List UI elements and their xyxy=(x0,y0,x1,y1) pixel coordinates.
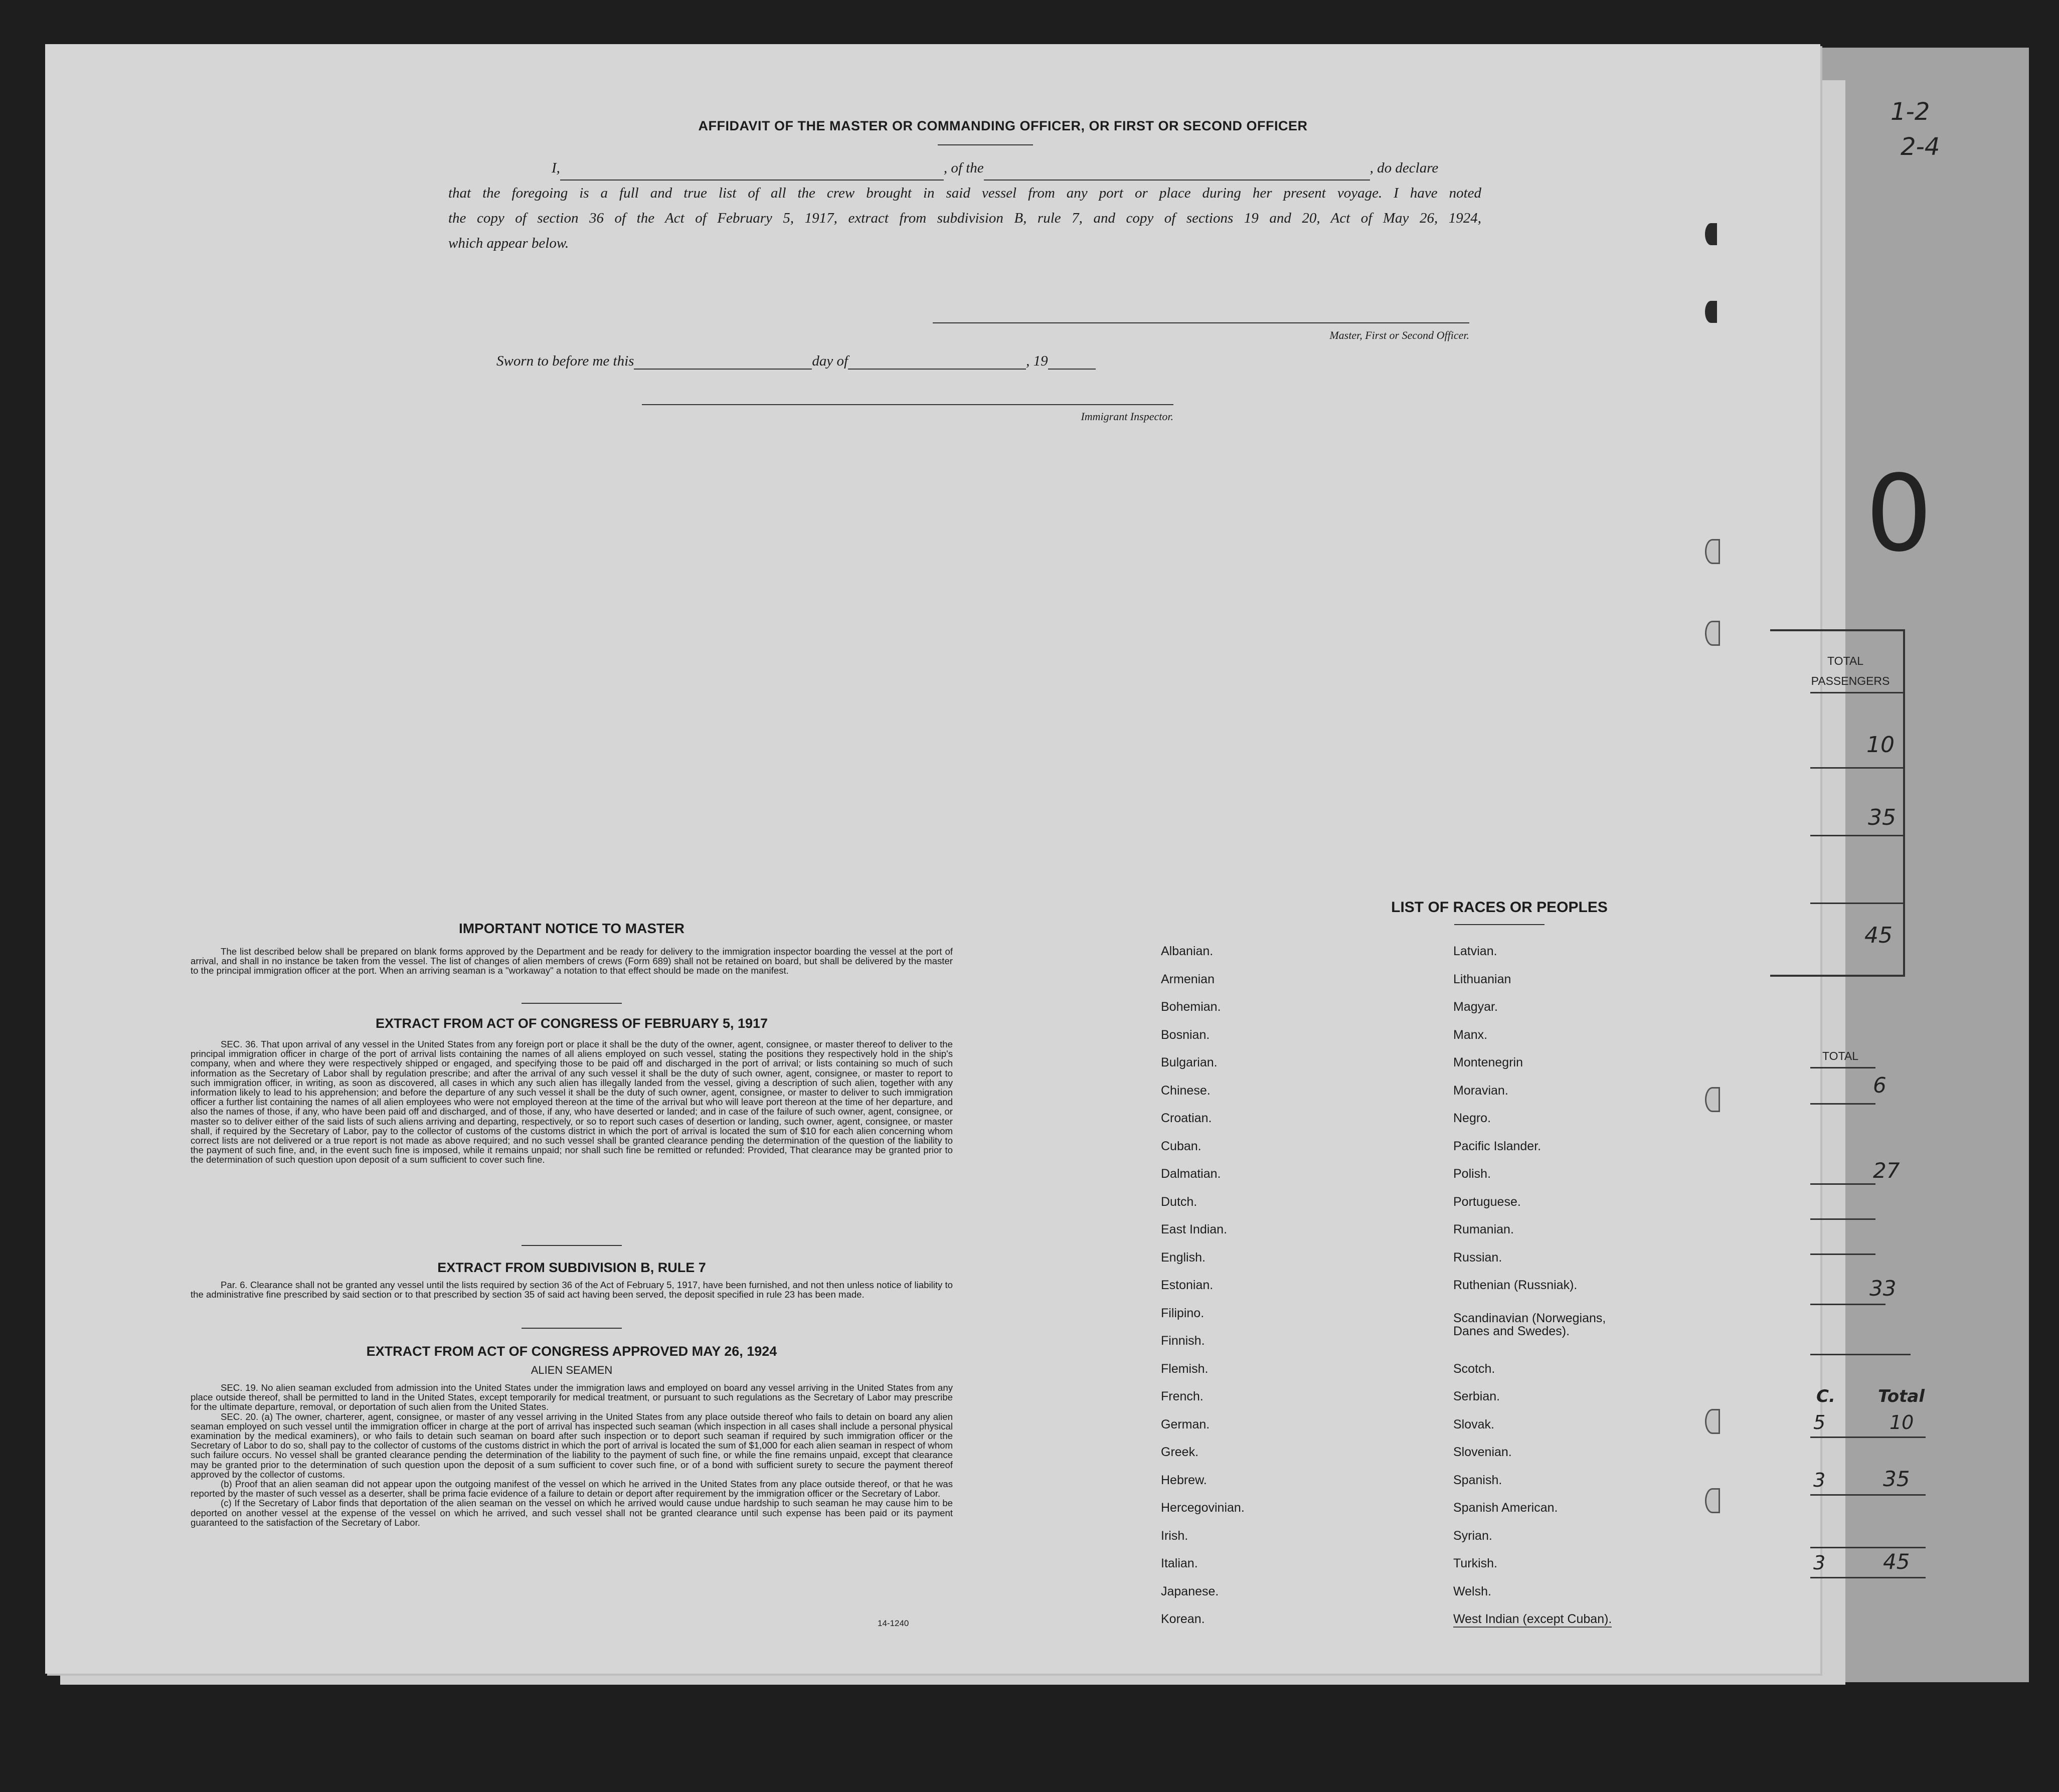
race-item: Pacific Islander. xyxy=(1453,1139,1541,1153)
race-item: Greek. xyxy=(1161,1445,1199,1459)
total-value: 35 xyxy=(1883,1467,1910,1491)
extract-rule7-text xyxy=(191,1280,953,1311)
race-item: Japanese. xyxy=(1161,1584,1219,1598)
race-item: Spanish. xyxy=(1453,1473,1502,1487)
race-item: Slovak. xyxy=(1453,1417,1494,1431)
master-name-blank[interactable] xyxy=(560,164,944,181)
inspector-caption: Immigrant Inspector. xyxy=(1081,410,1173,423)
sworn-year-label: , 19 xyxy=(1026,353,1048,369)
lower-value: 6 xyxy=(1873,1073,1886,1098)
extract-rule7-title: EXTRACT FROM SUBDIVISION B, RULE 7 xyxy=(437,1260,706,1275)
race-item: East Indian. xyxy=(1161,1222,1228,1236)
lower-value: 27 xyxy=(1873,1158,1900,1183)
race-item: Montenegrin xyxy=(1453,1055,1523,1069)
race-item: Bosnian. xyxy=(1161,1028,1210,1042)
lower-rule xyxy=(1810,1067,1875,1068)
fragment-digit: 3 xyxy=(1813,1469,1826,1491)
race-item: Russian. xyxy=(1453,1250,1502,1265)
punch-hole xyxy=(1705,621,1720,646)
box-header-rule xyxy=(1810,692,1903,693)
box-header-total: TOTAL xyxy=(1827,654,1863,667)
extract-1917-paragraph: SEC. 36. That upon arrival of any vessel in the United States from any foreign port or place it shall be the duty of the owner, agent, consignee, or master thereof to deliver to the principal immigration officer in charge of the port of arrival lists containing the names of all aliens employed on such vessel, stating the positions they respectively hold in the ship's company, when and where they were respectively shipped or engaged, and specifying those to be paid off and discharged in the port of arrival; or lists containing so much of such information as the Secretary of Labor shall by regulation prescribe; and after the arrival of any such vessel it shall be the duty of such owner, agent, consignee, or master to report to such immigration officer, in writing, as soon as discovered, all cases in which any such alien has illegally landed from the vessel, giving a description of such alien, together with any information likely to lead to his apprehension; and before the departure of any such vessel it shall be the duty of such owner, agent, consignee, or master to deliver to such immigration officer a further list containing the names of all alien employees who were not employed thereon at the time of the arrival but who will leave port thereon at the time of her departure, and also the names of those, if any, who have been paid off and discharged, and of those, if any, who have deserted or landed; and in case of the failure of such owner, agent, consignee, or master so to deliver either of the said lists of such aliens arriving and departing, respectively, or so to report such cases of desertion or landing, such owner, agent, consignee, or master shall, if required by the Secretary of Labor, pay to the collector of customs of the customs district in which the port of arrival is located the sum of $10 for each alien concerning whom correct lists are not delivered or a true report is not made as above required; and no such vessel shall be granted clearance pending the determination of the question of the liability to the payment of such fine, and, in the event such fine is imposed, while it remains unpaid; nor shall such fine be remitted or refunded: Provided, That clearance may be granted prior to the determination of such question upon deposit of a sum sufficient to cover such fine. xyxy=(191,1039,953,1165)
punch-hole xyxy=(1705,539,1720,564)
punch-hole xyxy=(1705,1488,1720,1513)
affidavit-line-1 xyxy=(448,155,1481,181)
manifest-page xyxy=(45,44,1820,1674)
race-item: Filipino. xyxy=(1161,1306,1205,1320)
extract-1924-subtitle: ALIEN SEAMEN xyxy=(531,1364,613,1376)
race-item: Hebrew. xyxy=(1161,1473,1207,1487)
box-row-rule xyxy=(1810,835,1903,836)
race-item: Moravian. xyxy=(1453,1084,1508,1098)
punch-hole xyxy=(1705,1087,1720,1112)
large-handwritten-zero: 0 xyxy=(1865,452,1933,575)
affidavit-title: AFFIDAVIT OF THE MASTER OR COMMANDING OFFICER, OR FIRST OR SECOND OFFICER xyxy=(698,118,1308,133)
master-signature-caption: Master, First or Second Officer. xyxy=(1329,329,1469,341)
lower-rule xyxy=(1810,1218,1875,1220)
race-item: Spanish American. xyxy=(1453,1501,1558,1515)
corner-mark-2: 2-4 xyxy=(1901,133,1940,161)
race-item: Scandinavian (Norwegians, Danes and Swedes). xyxy=(1453,1311,1606,1338)
race-item: Armenian xyxy=(1161,972,1215,986)
race-item: Ruthenian (Russniak). xyxy=(1453,1278,1578,1292)
notice-paragraph: The list described below shall be prepared on blank forms approved by the Department and be ready for delivery to the immigration inspector boarding the vessel at the port of arrival, and shall in no instance be taken from the vessel. The list of changes of alien members of crews (Form 689) shall not be retained on board, but shall be delivered by the master to the principal immigration officer at the port. When an arriving seaman is a "workaway" a notation to that effect should be made on the manifest. xyxy=(191,947,953,976)
lower-total-header: TOTAL xyxy=(1822,1049,1858,1062)
race-item: Flemish. xyxy=(1161,1362,1209,1376)
affidavit-line-2: that the foregoing is a full and true list of all the crew brought in said vessel from any port or place during her present voyage. I have noted xyxy=(448,185,1481,201)
form-number: 14-1240 xyxy=(878,1619,909,1628)
rule-1917 xyxy=(522,1003,622,1004)
total-rule xyxy=(1810,1437,1926,1438)
affidavit-body xyxy=(448,155,1481,256)
race-item: Syrian. xyxy=(1453,1529,1492,1543)
box-value: 35 xyxy=(1868,805,1896,830)
race-item: Turkish. xyxy=(1453,1556,1497,1570)
race-item: Hercegovinian. xyxy=(1161,1501,1245,1515)
lower-rule xyxy=(1810,1354,1911,1355)
box-value: 45 xyxy=(1864,923,1893,948)
race-item: English. xyxy=(1161,1250,1206,1265)
race-item: Italian. xyxy=(1161,1556,1198,1570)
race-item: Chinese. xyxy=(1161,1084,1211,1098)
lower-rule xyxy=(1810,1103,1875,1105)
total-header: Total xyxy=(1878,1386,1925,1406)
total-value: 10 xyxy=(1890,1411,1914,1433)
fragment-digit: 3 xyxy=(1813,1552,1826,1574)
race-item: German. xyxy=(1161,1417,1210,1431)
notice-text xyxy=(191,947,953,988)
extract-1924-text xyxy=(191,1383,953,1614)
race-item: Lithuanian xyxy=(1453,972,1511,986)
master-signature-line[interactable] xyxy=(933,322,1469,323)
race-item: Slovenian. xyxy=(1453,1445,1512,1459)
box-value: 10 xyxy=(1866,732,1895,758)
race-item: Latvian. xyxy=(1453,944,1497,958)
race-item: Bulgarian. xyxy=(1161,1055,1218,1069)
vessel-name-blank[interactable] xyxy=(984,164,1370,181)
race-item: Cuban. xyxy=(1161,1139,1202,1153)
title-rule xyxy=(938,144,1033,145)
section-20b-text: (b) Proof that an alien seaman did not appear upon the outgoing manifest of the vessel on which he arrived in the United States from any place outside thereof, or that he was reported by the master of such vessel as a deserter, shall be prima facie evidence of a failure to detain or deport after requirement by the immigration officer or the Secretary of Labor. xyxy=(191,1479,953,1499)
affidavit-declare-label: , do declare xyxy=(1369,160,1439,176)
race-item: Magyar. xyxy=(1453,1000,1498,1014)
punch-hole xyxy=(1705,301,1717,323)
affidavit-of-the-label: , of the xyxy=(943,160,984,176)
races-rule xyxy=(1454,924,1545,925)
sworn-day-label: day of xyxy=(812,353,848,369)
punch-hole xyxy=(1705,1409,1720,1434)
race-item: Welsh. xyxy=(1453,1584,1491,1598)
affidavit-i-label: I, xyxy=(552,160,560,176)
race-item: Finnish. xyxy=(1161,1334,1205,1348)
notice-title: IMPORTANT NOTICE TO MASTER xyxy=(458,921,685,936)
sworn-month-blank[interactable] xyxy=(848,353,1026,370)
affidavit-line-3: the copy of section 36 of the Act of February 5, 1917, extract from subdivision B, rule 7, and copy of sections 19 and 20, Act of May 26, 1924, xyxy=(448,210,1481,226)
section-20c-text: (c) If the Secretary of Labor finds that deportation of the alien seaman on the vessel on which he arrived would cause undue hardship to such seaman he may cause him to be deported on another vessel at the expense of the vessel on which he arrived, and such vessel shall not be granted clearance until such expense has been paid or its payment guaranteed to the satisfaction of the Secretary of Labor. xyxy=(191,1498,953,1528)
box-row-rule xyxy=(1810,903,1903,904)
race-item: Irish. xyxy=(1161,1529,1188,1543)
extract-rule7-paragraph: Par. 6. Clearance shall not be granted any vessel until the lists required by section 36 of the Act of February 5, 1917, have been furnished, and not then unless notice of liability to the administrative fine prescribed by said section or to that prescribed by section 35 of said act having been served, the deposit specified in rule 23 has been made. xyxy=(191,1280,953,1300)
race-item: Albanian. xyxy=(1161,944,1214,958)
lower-rule xyxy=(1810,1253,1875,1255)
column-fragment: C. xyxy=(1816,1386,1835,1406)
total-rule xyxy=(1810,1547,1926,1548)
race-item: Serbian. xyxy=(1453,1389,1500,1403)
sworn-label: Sworn to before me this xyxy=(496,353,634,369)
race-item: Rumanian. xyxy=(1453,1222,1514,1236)
corner-mark-1: 1-2 xyxy=(1891,98,1930,126)
sworn-year-blank[interactable] xyxy=(1048,353,1096,370)
extract-1924-title: EXTRACT FROM ACT OF CONGRESS APPROVED MAY 26, 1924 xyxy=(366,1344,777,1359)
sworn-line xyxy=(496,353,1096,370)
lower-rule xyxy=(1810,1304,1885,1305)
section-20a-text: SEC. 20. (a) The owner, charterer, agent, consignee, or master of any vessel arriving in the United States from any place outside thereof who fails to detain on board any alien seaman employed on such vessel until the immigration officer in charge at the port of arrival has inspected such seaman (which inspection in all cases shall include a personal physical examination by the medical examiners), or who fails to detain such seaman on board after such inspection or to deport such seaman if required by such immigration officer or the Secretary of Labor to do so, shall pay to the collector of customs of the customs district in which the port of arrival is located the sum of $1,000 for each alien seaman in respect of whom such failure occurs. No vessel shall be granted clearance pending the determination of the liability to the payment of such fine, or while the fine remains unpaid, except that clearance may be granted prior to the determination of such question upon the deposit of a sum sufficient to cover such fine, or of a bond with sufficient surety to secure the payment thereof approved by the collector of customs. xyxy=(191,1411,953,1480)
race-item: Manx. xyxy=(1453,1028,1488,1042)
total-value: 45 xyxy=(1883,1549,1910,1574)
race-item: Estonian. xyxy=(1161,1278,1214,1292)
race-item: West Indian (except Cuban). xyxy=(1453,1612,1612,1628)
race-item: Portuguese. xyxy=(1453,1195,1521,1209)
extract-1917-title: EXTRACT FROM ACT OF CONGRESS OF FEBRUARY 5, 1917 xyxy=(375,1016,768,1031)
box-header-passengers: PASSENGERS xyxy=(1811,674,1890,687)
total-rule xyxy=(1810,1577,1926,1578)
affidavit-line-4: which appear below. xyxy=(448,235,569,251)
sworn-day-blank[interactable] xyxy=(634,353,812,370)
race-item: French. xyxy=(1161,1389,1204,1403)
lower-rule xyxy=(1810,1183,1875,1185)
race-item: Polish. xyxy=(1453,1167,1491,1181)
races-title: LIST OF RACES OR PEOPLES xyxy=(1391,899,1608,916)
race-item: Scotch. xyxy=(1453,1362,1495,1376)
race-item: Negro. xyxy=(1453,1111,1491,1125)
extract-1917-text xyxy=(191,1039,953,1235)
race-item: Dalmatian. xyxy=(1161,1167,1221,1181)
race-item: Korean. xyxy=(1161,1612,1205,1626)
box-row-rule xyxy=(1810,767,1903,769)
race-item: Bohemian. xyxy=(1161,1000,1221,1014)
race-item: Croatian. xyxy=(1161,1111,1212,1125)
race-item: Dutch. xyxy=(1161,1195,1197,1209)
section-19-text: SEC. 19. No alien seaman excluded from admission into the United States under the immigration laws and employed on board any vessel arriving in the United States from any place outside thereof, shall be permitted to land in the United States, except temporarily for medical treatment, or pursuant to such regulations as the Secretary of Labor may prescribe for the ultimate departure, removal, or deportation of such alien from the United States. xyxy=(191,1383,953,1412)
fragment-digit: 5 xyxy=(1813,1411,1826,1433)
punch-hole xyxy=(1705,223,1717,245)
rule-rule7 xyxy=(522,1245,622,1246)
lower-value: 33 xyxy=(1869,1276,1897,1301)
inspector-signature-line[interactable] xyxy=(642,404,1173,405)
total-rule xyxy=(1810,1494,1926,1496)
rule-1924 xyxy=(522,1328,622,1329)
